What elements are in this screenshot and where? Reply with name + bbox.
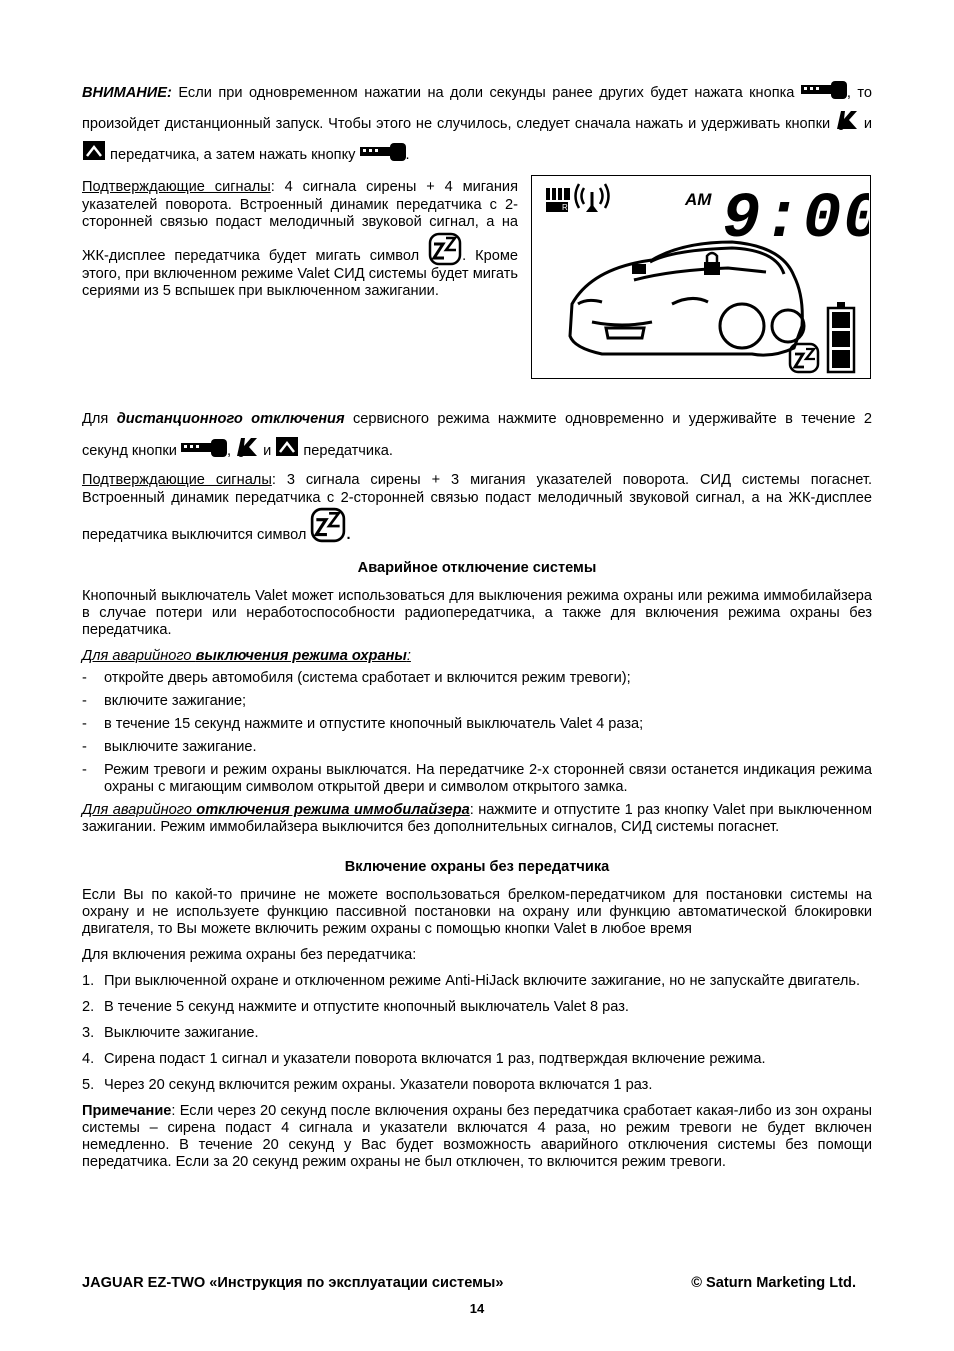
list-item: - выключите зажигание. (82, 739, 872, 756)
section1-intro: Кнопочный выключатель Valet может использоваться для выключения режима охраны или режима иммобилайзера в случае потери или неработоспособности радиопередатчика, а также для включения режима охраны без передатчика. (82, 588, 872, 638)
lcd-display-image (531, 175, 871, 379)
warning-paragraph: ВНИМАНИЕ: Если при одновременном нажатии на доли секунды ранее других будет нажата кнопка , то произойдет дистанционный запуск. Чтобы этого не случилось, следует сначала нажать и удерживать кнопки и передатчика, а затем нажать кнопку . (82, 80, 872, 169)
confirm-signals-paragraph-1: Подтверждающие сигналы: 4 сигнала сирены + 4 мигания указателей поворота. Встроенный динамик передатчика с 2-сторонней связью подаст мелодичный звуковой сигнал, а на ЖК-дисплее передатчика будет мигать символ . Кроме этого, при включенном режиме Valet СИД системы будет мигать сериями из 5 вспышек при выключенном зажигании. (82, 179, 518, 299)
list-item: 4. Сирена подаст 1 сигнал и указатели поворота включатся 1 раз, подтверждая включение режима. (82, 1051, 766, 1067)
list-item: - откройте дверь автомобиля (система сработает и включится режим тревоги); (82, 670, 872, 687)
battery-bars-icon (546, 188, 570, 212)
footer-title: JAGUAR EZ-TWO «Инструкция по эксплуатации системы» (82, 1275, 504, 1291)
list-item: 3. Выключите зажигание. (82, 1025, 259, 1041)
confirm-signals-paragraph-2: Подтверждающие сигналы: 3 сигнала сирены + 3 мигания указателей поворота. СИД системы погаснет. Встроенный динамик передатчика с 2-сторонней связью подаст мелодичный звуковой сигнал, а на ЖК-дисплее передатчика выключится символ . (82, 472, 873, 543)
list-item: - в течение 15 секунд нажмите и отпустите кнопочный выключатель Valet 4 раза; (82, 716, 872, 733)
list-item: 5. Через 20 секунд включится режим охраны. Указатели поворота включатся 1 раз. (82, 1077, 653, 1093)
section2-lead: Для включения режима охраны без передатчика: (82, 947, 417, 963)
unlock-car-icon (82, 138, 106, 162)
section2-intro: Если Вы по какой-то причине не можете воспользоваться брелком-передатчиком для постановки системы на охрану и не используете функцию пассивной постановки на охрану или функцию автоматической блокировки двигателя, то Вы можете включить режим охраны с помощью кнопки Valet в любое время (82, 887, 872, 937)
list-item: - Режим тревоги и режим охраны выключатся. На передатчике 2-х сторонней связи останется индикация режима охраны с мигающим символом открытой двери и символом открытого замка. (82, 762, 872, 796)
svg-text:R: R (562, 203, 568, 212)
document-page (82, 80, 872, 1171)
car-outline-icon (570, 242, 804, 355)
list-item: 2. В течение 5 секунд нажмите и отпустите кнопочный выключатель Valet 8 раз. (82, 999, 629, 1015)
lock-car-icon-2 (235, 434, 259, 458)
section2-steps (82, 973, 872, 1094)
sleep-zz-icon (428, 232, 462, 266)
section-title-arming: Включение охраны без передатчика (344, 859, 610, 875)
note-paragraph: Примечание: Если через 20 секунд после включения охраны без передатчика сработает какая-либо из зон охраны системы – сирена подаст 4 сигнала и указатели включатся 4 раза, но режим тревоги не будет включен немедленно. В течение 20 секунд у Вас будет возможность аварийного отключения системы без помощи передатчика. Если за 20 секунд режим охраны не был отключен, то включится режим тревоги. (82, 1103, 872, 1170)
page-number: 14 (469, 1301, 485, 1316)
section1-subheading: Для аварийного выключения режима охраны: (82, 648, 411, 664)
key-start-icon-3 (181, 438, 227, 458)
remote-off-paragraph: Для дистанционного отключения сервисного режима нажмите одновременно и удерживайте в течение 2 секунд кнопки , и передатчика. (82, 411, 872, 459)
lock-car-icon (835, 107, 859, 131)
antenna-icon (576, 184, 609, 212)
section1-list (82, 670, 872, 796)
section-title-emergency: Аварийное отключение системы (357, 560, 597, 576)
sleep-zz-icon-2 (310, 507, 346, 543)
lcd-am-label: AM (685, 190, 712, 209)
battery-level-icon (828, 302, 854, 372)
unlock-car-icon-2 (275, 434, 299, 458)
lcd-time-label: 9:00 (722, 184, 869, 256)
key-start-icon (801, 80, 847, 100)
list-item: - включите зажигание; (82, 693, 872, 710)
key-start-icon-2 (360, 142, 406, 162)
lcd-display-svg (532, 176, 869, 377)
immobilizer-paragraph: Для аварийного отключения режима иммобилайзера: нажмите и отпустите 1 раз кнопку Valet при выключенном зажигании. Режим иммобилайзера выключится без дополнительных сигналов, СИД системы погаснет. (82, 802, 873, 835)
footer-copyright: © Saturn Marketing Ltd. (691, 1275, 856, 1291)
lock-icon-lcd (704, 253, 720, 275)
list-item: 1. При выключенной охране и отключенном режиме Anti-HiJack включите зажигание, но не запускайте двигатель. (82, 973, 861, 989)
warning-label: ВНИМАНИЕ: (82, 85, 172, 101)
